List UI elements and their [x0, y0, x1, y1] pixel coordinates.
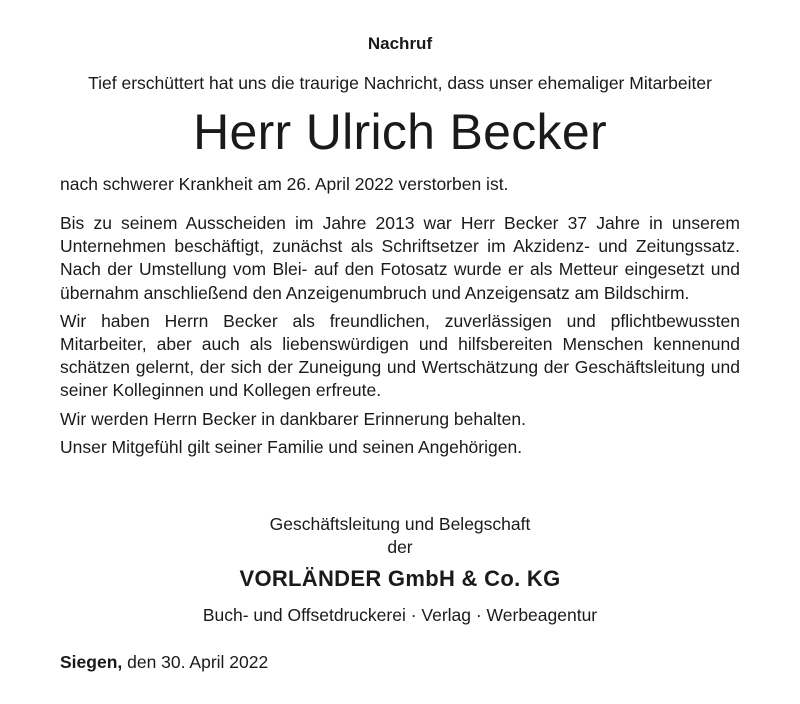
company-tagline: Buch- und Offsetdruckerei · Verlag · Werbeagentur	[202, 605, 598, 625]
place-date-value: den 30. April 2022	[127, 652, 269, 672]
intro-text: Tief erschüttert hat uns die traurige Nachricht, dass unser ehemaliger Mitarbeiter	[88, 73, 712, 93]
paragraph-condolence: Unser Mitgefühl gilt seiner Familie und seinen Angehörigen.	[60, 436, 523, 457]
signature-line-management: Geschäftsleitung und Belegschaft	[269, 514, 531, 534]
place-city: Siegen,	[60, 652, 123, 672]
company-name: VORLÄNDER GmbH & Co. KG	[239, 566, 561, 591]
notice-heading: Nachruf	[367, 34, 433, 53]
deceased-name: Herr Ulrich Becker	[193, 104, 607, 160]
paragraph-remembrance: Wir werden Herrn Becker in dankbarer Erinnerung behalten.	[60, 408, 526, 429]
death-notice-text: nach schwerer Krankheit am 26. April 2022 verstorben ist.	[60, 174, 509, 194]
obituary-notice	[60, 0, 740, 704]
obituary-body	[60, 212, 740, 464]
signature-line-der: der	[387, 537, 413, 557]
paragraph-career: Bis zu seinem Ausscheiden im Jahre 2013 war Herr Becker 37 Jahre in unserem Unternehmen beschäftigt, zunächst als Schriftsetzer im Akzidenz- und Zeitungssatz. Nach der Umstellung vom Blei- auf den Fotosatz wurde er als Metteur eingesetzt und übernahm anschließend den Anzeigenumbruch und Anzeigensatz am Bildschirm.	[60, 213, 740, 303]
paragraph-character: Wir haben Herrn Becker als freundlichen, zuverlässigen und pflichtbewussten Mitarbeiter, aber auch als liebenswürdigen und hilfsbereiten Menschen kennenund schätzen gelernt, der sich der Zuneigung und Wertschätzung der Geschäftsleitung und seiner Kolleginnen und Kollegen erfreute.	[60, 310, 740, 401]
signature-block	[60, 513, 740, 559]
place-date	[60, 652, 740, 673]
